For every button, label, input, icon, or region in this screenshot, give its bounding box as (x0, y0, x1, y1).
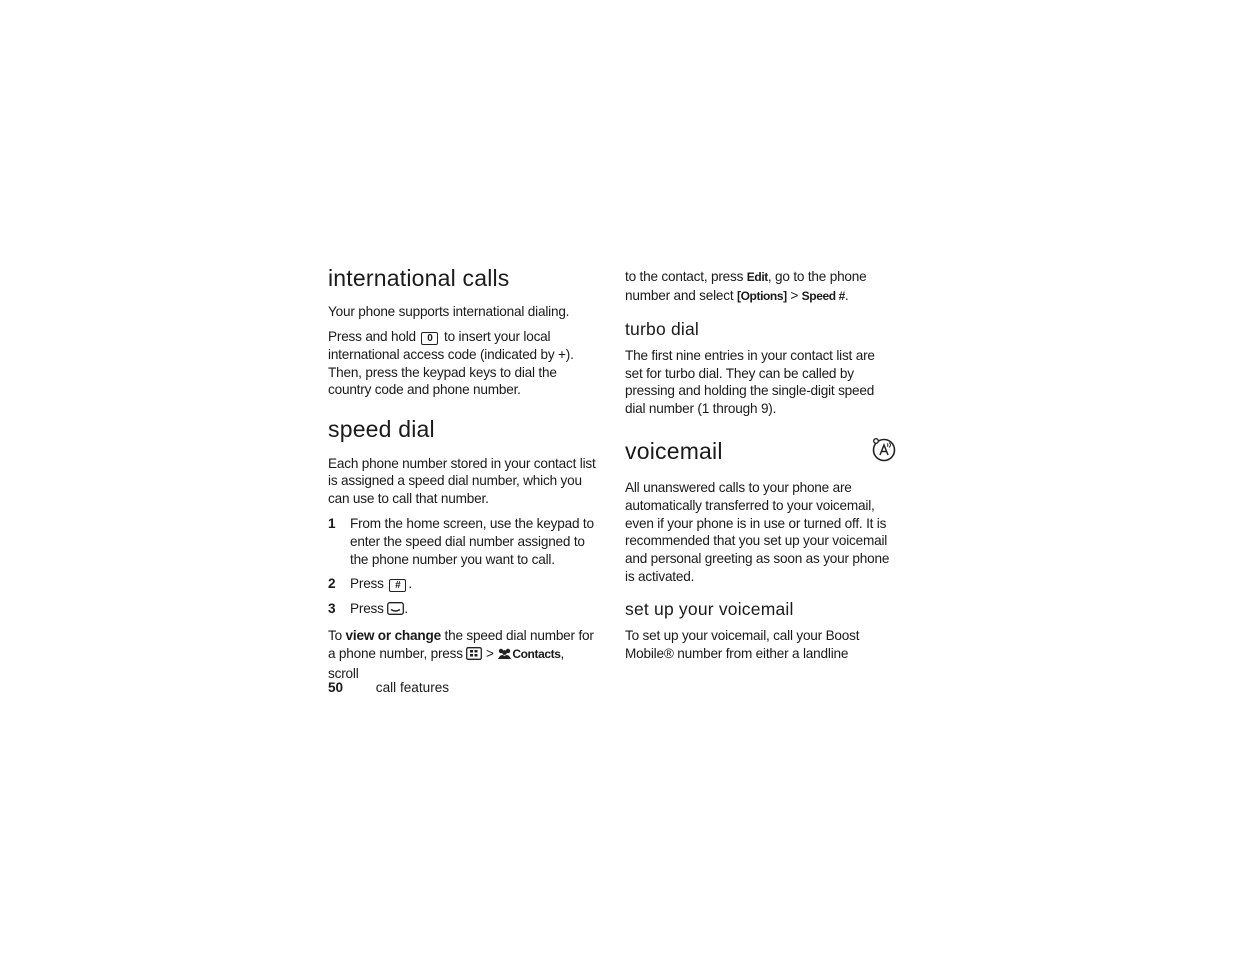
contacts-icon (497, 647, 512, 665)
step-number: 2 (328, 576, 336, 592)
left-column (328, 266, 598, 689)
step-text: From the home screen, use the keypad to enter the speed dial number assigned to the phone number you want to call. (350, 515, 594, 567)
step-2: 2 Press # . (328, 576, 412, 592)
voicemail-heading: voicemail (625, 437, 723, 464)
speed-dial-intro: Each phone number stored in your contact list is assigned a speed dial number, which you can use to call that number. (328, 455, 596, 507)
menu-key-icon (466, 647, 482, 665)
right-column (625, 268, 895, 670)
step-3: 3 Press . (328, 600, 598, 620)
intl-instructions: Press and hold 0 to insert your local international access code (indicated by +). Then, press the keypad keys to dial the country code and phone number. (328, 329, 574, 398)
view-change-instructions: To view or change the speed dial number for a phone number, press > Contacts, scroll (328, 627, 594, 681)
intl-intro: Your phone supports international dialing. (328, 304, 570, 320)
hash-key-icon: # (389, 579, 406, 592)
section-name: call features (375, 680, 450, 695)
speed-dial-heading: speed dial (328, 416, 435, 443)
send-key-icon (387, 602, 404, 620)
setup-voicemail-text: To set up your voicemail, call your Boost Mobile® number from either a landline (625, 628, 860, 661)
network-feature-icon (871, 436, 897, 467)
speed-dial-continued: to the contact, press Edit, go to the phone number and select [Options] > Speed #. (625, 269, 867, 303)
step-number: 3 (328, 601, 336, 617)
step-number: 1 (328, 515, 336, 531)
turbo-dial-text: The first nine entries in your contact list are set for turbo dial. They can be called by pressing and holding the single-digit speed dial number (1 through 9). (625, 347, 875, 417)
turbo-dial-heading: turbo dial (625, 318, 699, 339)
zero-key-icon: 0 (421, 332, 438, 345)
page-number: 50 (328, 680, 344, 695)
voicemail-header (625, 436, 897, 467)
page-footer (328, 680, 449, 695)
voicemail-text: All unanswered calls to your phone are automatically transferred to your voicemail, even if your phone is in use or turned off. It is recommended that you set up your voicemail and personal greeting as soon as your phone is activated. (625, 480, 890, 585)
setup-voicemail-heading: set up your voicemail (625, 598, 794, 619)
international-calls-heading: international calls (328, 265, 510, 291)
step-1 (328, 515, 598, 568)
